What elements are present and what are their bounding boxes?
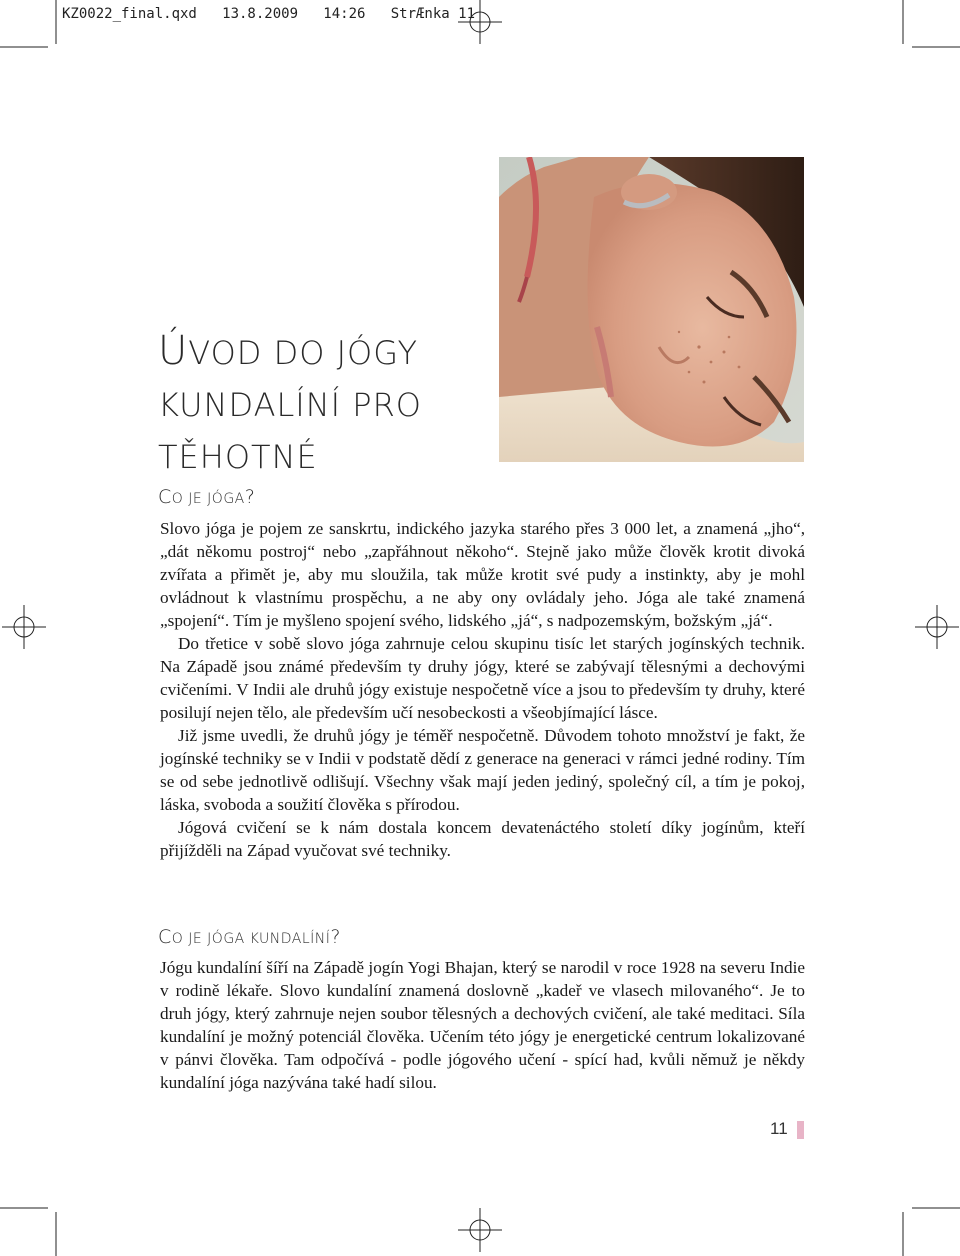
section-heading-what-is-yoga: CO JE JÓGA? bbox=[158, 486, 256, 508]
page-title bbox=[158, 325, 498, 483]
section-heading-kundalini-yoga: CO JE JÓGA KUNDALÍNÍ? bbox=[158, 926, 341, 948]
paragraph: Jógu kundalíní šíří na Západě jogín Yogi Bhajan, který se narodil v roce 1928 na severu Indie v rodině lékaře. Slovo kundalíní znamená doslovně „kadeř ve vlasech milovaného“. Je to druh jógy, který zahrnuje nejen soubor tělesných a dechových cvičení, ale také meditaci. Síla kundalíní je možný potenciál člověka. Učením této jógy je energetické centrum lokalizované v pánvi člověka. Tam odpočívá - podle jógového učení - spící had, kvůli němuž je někdy kundalíní jóga nazývána také hadí silou. bbox=[160, 958, 805, 1092]
section-body-kundalini-yoga bbox=[160, 956, 805, 1094]
paragraph: Slovo jóga je pojem ze sanskrtu, indického jazyka starého přes 3 000 let, a znamená „jho“, „dát někomu postroj“ nebo „zapřáhnout někoho“. Stejně jako může člověk krotit divoká zvířata a přimět je, aby mu sloužila, tak může krotit své pudy a instinkty, aby je mohl ovládnout k vlastnímu prospěchu, a ne aby ony ovládaly jeho. Jóga ale také znamená „spojení“. Tím je myšleno spojení svého, lidského „já“, s nadpozemským, božským „já“. bbox=[160, 519, 805, 630]
paragraph: Do třetice v sobě slovo jóga zahrnuje celou skupinu tisíc let starých jogínských technik. Na Západě jsou známé především ty druhy jógy, které se zabývají tělesnými a dechovými cvičeními. V Indii ale druhů jógy existuje nespočetně více a jsou to především ty druhy, které posilují nejen tělo, ale především učí nesobeckosti a všeobjímající lásce. bbox=[160, 634, 805, 722]
page-number: 11 bbox=[770, 1119, 788, 1138]
paragraph: Jógová cvičení se k nám dostala koncem devatenáctého století díky jogínům, kteří přijížděli na Západ vyučovat své techniky. bbox=[160, 818, 805, 860]
registration-mark-left bbox=[2, 605, 46, 649]
registration-mark-right bbox=[915, 605, 959, 649]
registration-mark-top bbox=[458, 0, 502, 44]
title-initial: Ú bbox=[158, 328, 189, 374]
title-line-1: VOD DO JÓGY bbox=[188, 334, 418, 372]
printer-slug: KZ0022_final.qxd 13.8.2009 14:26 StrÆnka 11 bbox=[62, 6, 476, 22]
section-body-what-is-yoga bbox=[160, 517, 805, 862]
paragraph: Již jsme uvedli, že druhů jógy je téměř nespočetně. Důvodem tohoto množství je fakt, že jogínské techniky se v Indii v podstatě dědí z generace na generaci v rámci jedné rodiny. Tím se od sebe jednotlivě odlišují. Všechny však mají jeden jediný, společný cíl, a tím je pokoj, láska, svoboda a soužití člověka s přírodou. bbox=[160, 726, 805, 814]
resting-woman-photo bbox=[499, 157, 804, 462]
page-number-accent-bar bbox=[797, 1121, 804, 1139]
title-line-3: TĚHOTNÉ bbox=[158, 438, 318, 476]
title-line-2: KUNDALÍNÍ PRO bbox=[158, 386, 422, 424]
registration-mark-bottom bbox=[458, 1208, 502, 1252]
